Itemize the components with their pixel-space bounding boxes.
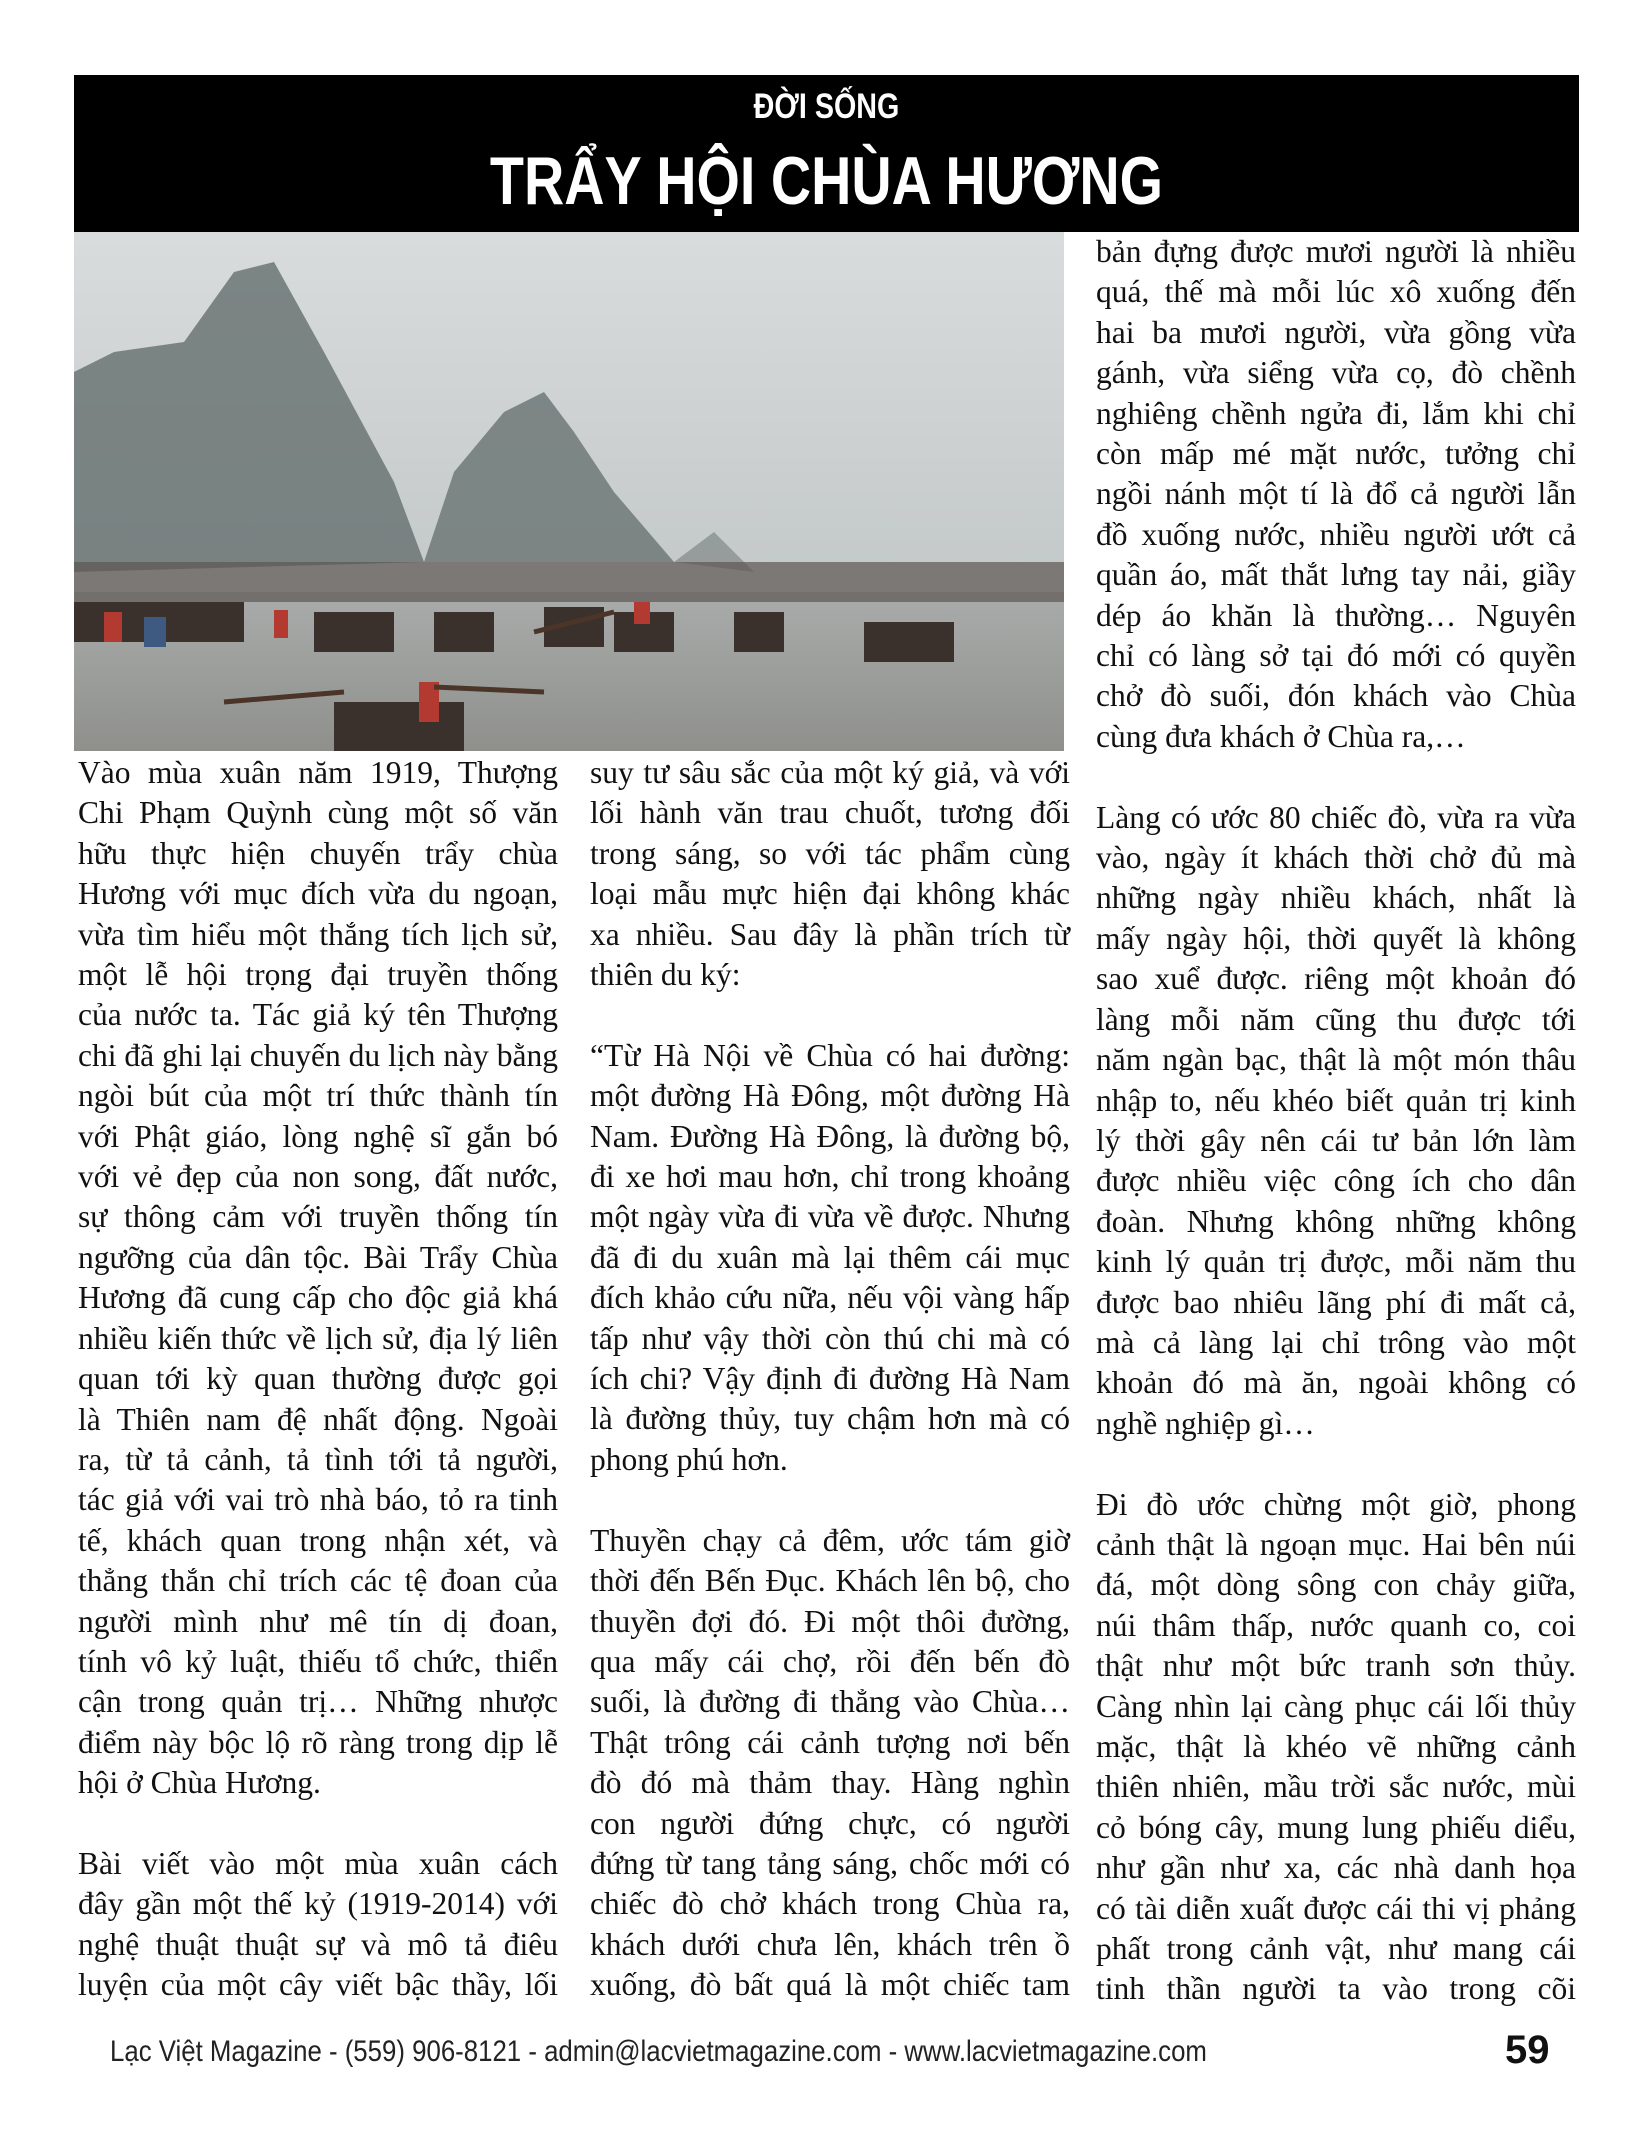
text-line: tác giả với vai trò nhà báo, tỏ ra tinh	[78, 1482, 558, 1518]
text-line: Thật trông cái cảnh tượng nơi bến	[590, 1724, 1070, 1760]
text-line: với Phật giáo, lòng nghệ sĩ gắn bó	[78, 1118, 558, 1154]
text-line: vừa tìm hiểu một thắng tích lịch sử,	[78, 916, 558, 952]
article-header-band	[74, 75, 1579, 232]
text-line: ngưỡng của dân tộc. Bài Trẩy Chùa	[78, 1239, 558, 1275]
text-line: suối, là đường đi thẳng vào Chùa…	[590, 1684, 1070, 1720]
text-line: chở đò suối, đón khách vào Chùa	[1096, 678, 1576, 714]
text-line: quá, thế mà mỗi lúc xô xuống đến	[1096, 274, 1576, 310]
text-line: ích chi? Vậy định đi đường Hà Nam	[590, 1361, 1070, 1397]
text-line: kinh lý quản trị được, mỗi năm thu	[1096, 1244, 1576, 1280]
text-line: gánh, vừa siểng vừa cọ, đò chềnh	[1096, 355, 1576, 391]
boats-on-river-mountains-icon	[74, 232, 1064, 751]
text-line: thuyền đợi đó. Đi một thôi đường,	[590, 1603, 1070, 1639]
text-line: “Từ Hà Nội về Chùa có hai đường:	[590, 1037, 1070, 1073]
text-line: đã đi du xuân mà lại thêm cái mục	[590, 1239, 1070, 1275]
text-line: xuống, đò bất quá là một chiếc tam	[590, 1967, 1070, 2003]
text-line: hội ở Chùa Hương.	[78, 1765, 321, 1801]
text-line: nhiều kiến thức về lịch sử, địa lý liên	[78, 1320, 558, 1356]
text-line: người mình như mê tín dị đoan,	[78, 1603, 558, 1639]
text-line: tấp như vậy thời còn thú chi mà có	[590, 1320, 1070, 1356]
text-line: qua mấy cái chợ, rồi đến bến đò	[590, 1643, 1070, 1679]
text-line: quần áo, mất thắt lưng tay nải, giầy	[1096, 557, 1576, 593]
section-label: ĐỜI SỐNG	[753, 87, 900, 126]
footer-contact: Lạc Việt Magazine - (559) 906-8121 - admin@lacvietmagazine.com - www.lacvietmagazine.com	[110, 2035, 1207, 2068]
text-line: điểm này bộc lộ rõ ràng trong dịp lễ	[78, 1724, 558, 1760]
text-line: là Thiên nam đệ nhất động. Ngoài	[78, 1401, 558, 1437]
text-line: cảnh thật là ngoạn mục. Hai bên núi	[1096, 1526, 1576, 1562]
text-line: khoản đó mà ăn, ngoài không có	[1096, 1365, 1576, 1401]
text-line: tế, khách quan trong nhận xét, và	[78, 1522, 558, 1558]
text-line: Hương đã cung cấp cho độc giả khá	[78, 1280, 558, 1316]
text-line: đồ xuống nước, nhiều người ướt cả	[1096, 516, 1576, 552]
paragraph	[1096, 1485, 1576, 2010]
text-line: suy tư sâu sắc của một ký giả, và với	[590, 755, 1070, 790]
text-line: núi thâm thấp, nước quanh co, coi	[1096, 1607, 1576, 1643]
paragraph	[1096, 798, 1576, 1445]
text-line: đi xe hơi mau hơn, chỉ trong khoảng	[590, 1159, 1070, 1195]
text-line: Thuyền chạy cả đêm, ước tám giờ	[590, 1522, 1070, 1558]
text-line: chiếc đò chở khách trong Chùa ra,	[590, 1886, 1070, 1922]
text-line: có tài diễn xuất được cái thi vị phảng	[1096, 1890, 1576, 1926]
text-line: ngồi nánh một tí là đổ cả người lẫn	[1096, 476, 1576, 512]
text-line: những ngày nhiều khách, nhất là	[1096, 880, 1576, 916]
text-line: quan tới kỳ quan thường được gọi	[78, 1361, 558, 1397]
text-line: lối hành văn trau chuốt, tương đối	[590, 795, 1070, 831]
paragraph	[78, 1844, 558, 2006]
text-line: Chi Phạm Quỳnh cùng một số văn	[78, 795, 558, 831]
text-line: làng mỗi năm cũng thu được tới	[1096, 1001, 1576, 1037]
text-line: luyện của một cây viết bậc thầy, lối	[78, 1967, 558, 2003]
text-line: bản đựng được mươi người là nhiều	[1096, 234, 1576, 269]
text-line: tính vô kỷ luật, thiếu tổ chức, thiển	[78, 1643, 558, 1679]
text-line: một ngày vừa đi vừa về được. Nhưng	[590, 1199, 1070, 1235]
text-line: được nhiều việc công ích cho dân	[1096, 1163, 1576, 1199]
text-line: khách dưới chưa lên, khách trên ồ	[590, 1926, 1070, 1962]
text-line: ngòi bút của một trí thức thành tín	[78, 1078, 558, 1114]
text-line: đây gần một thế kỷ (1919-2014) với	[78, 1886, 558, 1922]
text-line: trong sáng, so với tác phẩm cùng	[590, 835, 1070, 871]
text-line: xa nhiều. Sau đây là phần trích từ	[590, 916, 1070, 952]
text-line: Nam. Đường Hà Đông, là đường bộ,	[590, 1118, 1070, 1154]
text-line: Bài viết vào một mùa xuân cách	[78, 1845, 558, 1881]
text-line: được bao nhiêu lãng phí đi mất cả,	[1096, 1284, 1576, 1320]
text-line: còn mấp mé mặt nước, tưởng chỉ	[1096, 436, 1576, 472]
paragraph	[590, 1036, 1070, 1480]
text-line: hữu thực hiện chuyến trẩy chùa	[78, 835, 558, 871]
text-line: phong phú hơn.	[590, 1441, 788, 1477]
text-line: sự thông cảm với truyền thống tín	[78, 1199, 558, 1235]
text-line: mà cả làng lại chỉ trông vào một	[1096, 1324, 1576, 1360]
text-line: cận trong quản trị… Những nhược	[78, 1684, 558, 1720]
text-line: Vào mùa xuân năm 1919, Thượng	[78, 755, 558, 790]
paragraph	[78, 753, 558, 1804]
text-line: mặc, thật là khéo vẽ những cảnh	[1096, 1729, 1576, 1764]
text-line: đích khảo cứu nữa, nếu vội vàng hấp	[590, 1280, 1070, 1316]
text-line: thời đến Bến Đục. Khách lên bộ, cho	[590, 1563, 1070, 1599]
text-line: cùng đưa khách ở Chùa ra,…	[1096, 718, 1466, 754]
text-line: nghề nghiệp gì…	[1096, 1405, 1315, 1441]
text-line: chi đã ghi lại chuyến du lịch này bằng	[78, 1037, 558, 1073]
text-line: với vẻ đẹp của non song, đất nước,	[78, 1159, 558, 1195]
text-line: ra, từ tả cảnh, tả tình tới tả người,	[78, 1441, 558, 1477]
text-line: loại mẫu mực hiện đại không khác	[590, 876, 1070, 912]
text-line: Hương với mục đích vừa du ngoạn,	[78, 876, 558, 912]
text-line: cỏ bóng cây, mung lung phiếu diểu,	[1096, 1809, 1576, 1845]
article-column-2	[590, 753, 1070, 2006]
text-line: con người đứng chực, có người	[590, 1805, 1070, 1841]
text-line: năm ngàn bạc, thật là một món thâu	[1096, 1042, 1576, 1078]
text-line: đoàn. Nhưng không những không	[1096, 1203, 1576, 1239]
text-line: tinh thần người ta vào trong cõi	[1096, 1971, 1576, 2007]
text-line: đứng từ tang tảng sáng, chốc mới có	[590, 1845, 1070, 1881]
article-column-1	[78, 753, 558, 2006]
text-line: đá, một dòng sông con chảy giữa,	[1096, 1567, 1576, 1603]
text-line: phất trong cảnh vật, như mang cái	[1096, 1931, 1576, 1967]
article-column-3	[1096, 232, 1576, 2010]
text-line: Làng có ước 80 chiếc đò, vừa ra vừa	[1096, 799, 1576, 835]
text-line: thiên du ký:	[590, 957, 741, 993]
text-line: một đường Hà Đông, một đường Hà	[590, 1078, 1070, 1114]
text-line: là đường thủy, tuy chậm hơn mà có	[590, 1401, 1070, 1437]
text-line: Càng nhìn lại càng phục cái lối thủy	[1096, 1688, 1576, 1724]
text-line: vào, ngày ít khách thời chở đủ mà	[1096, 840, 1576, 876]
text-line: như gần như xa, các nhà danh họa	[1096, 1850, 1576, 1886]
text-line: mấy ngày hội, thời quyết là không	[1096, 920, 1576, 956]
text-line: thật như một bức tranh sơn thủy.	[1096, 1648, 1576, 1684]
text-line: nhập to, nếu khéo biết quản trị kinh	[1096, 1082, 1576, 1118]
text-line: của nước ta. Tác giả ký tên Thượng	[78, 997, 558, 1033]
text-line: thẳng thắn chỉ trích các tệ đoan của	[78, 1563, 558, 1599]
text-line: đò đó mà thảm thay. Hàng nghìn	[590, 1765, 1070, 1801]
text-line: chỉ có làng sở tại đó mới có quyền	[1096, 638, 1576, 674]
page-number: 59	[1505, 2028, 1550, 2072]
text-line: sao xuể được. riêng một khoản đó	[1096, 961, 1576, 997]
text-line: dép áo khăn là thường… Nguyên	[1096, 597, 1576, 633]
text-line: nghệ thuật thuật sự và mô tả điêu	[78, 1926, 558, 1962]
paragraph	[1096, 232, 1576, 757]
article-title: TRẨY HỘI CHÙA HƯƠNG	[489, 143, 1164, 219]
text-line: Đi đò ước chừng một giờ, phong	[1096, 1486, 1576, 1522]
paragraph	[590, 753, 1070, 995]
text-line: một lễ hội trọng đại truyền thống	[78, 957, 558, 993]
text-line: nghiêng chềnh ngửa đi, lắm khi chỉ	[1096, 395, 1576, 431]
text-line: lý thời gây nên cái tư bản lớn làm	[1096, 1122, 1576, 1158]
paragraph	[590, 1521, 1070, 2006]
article-photo	[74, 232, 1064, 751]
text-line: thiên nhiên, mầu trời sắc nước, mùi	[1096, 1769, 1576, 1805]
text-line: hai ba mươi người, vừa gồng vừa	[1096, 314, 1576, 350]
